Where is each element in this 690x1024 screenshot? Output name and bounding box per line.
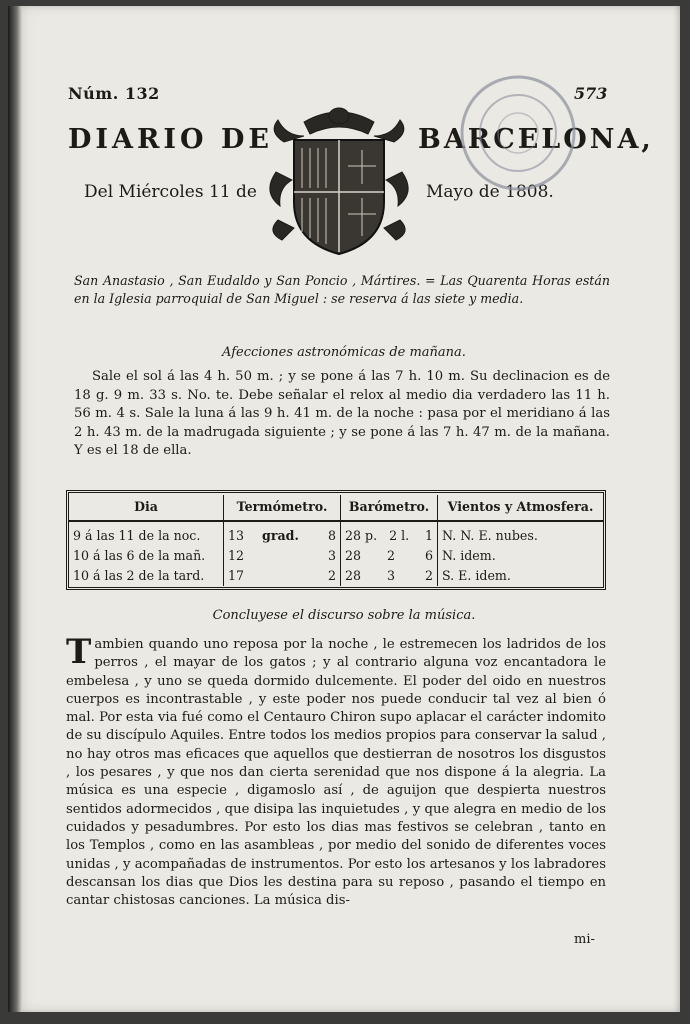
- col-header-dia: Dia: [69, 495, 224, 521]
- baro-fraction: 2: [424, 568, 433, 583]
- thermo-fraction: 8: [327, 528, 336, 543]
- baro-inches: 28: [345, 548, 362, 563]
- table-row: [69, 566, 603, 586]
- table-row: [69, 521, 603, 546]
- astronomy-text: Sale el sol á las 4 h. 50 m. ; y se pone á las 7 h. 10 m. Su declinacion es de 18 g. 9 m. 33 s. No. te. Debe señalar el relox al medio dia verdadero las 11 h. 56 m. 4 s. Sale la luna á las 9 h. 41 m. de la noche : pasa por el meridiano á las 2 h. 43 m. de la madrugada siguiente ; y se pone á las 7 h. 47 m. de la mañana. Y es el 18 de ella.: [74, 369, 610, 458]
- masthead-title-left: DIARIO DE: [68, 124, 273, 155]
- binding-gutter: [8, 6, 22, 1012]
- baro-fraction: 1: [424, 528, 433, 543]
- library-stamp-icon: [453, 68, 583, 198]
- cell-dia: 10 á las 2 de la tard.: [69, 566, 224, 586]
- cell-barometer: [341, 566, 438, 586]
- cell-thermometer: [224, 546, 341, 566]
- baro-lines: 3: [387, 568, 396, 583]
- col-header-thermometer: Termómetro.: [224, 495, 341, 521]
- date-line-right: Mayo de 1808.: [426, 182, 554, 202]
- date-line-left: Del Miércoles 11 de: [84, 182, 257, 202]
- essay-heading: Concluyese el discurso sobre la música.: [212, 608, 476, 623]
- weather-table: [66, 490, 606, 590]
- cell-thermometer: [224, 521, 341, 546]
- drop-cap: T: [66, 632, 92, 672]
- issue-number: Núm. 132: [68, 84, 160, 103]
- thermo-unit: grad.: [262, 528, 299, 543]
- cell-dia: 9 á las 11 de la noc.: [69, 521, 224, 546]
- thermo-fraction: 3: [327, 548, 336, 563]
- astronomy-heading: Afecciones astronómicas de mañana.: [222, 345, 466, 360]
- coat-of-arms-icon: [264, 102, 414, 262]
- cell-winds: N. idem.: [442, 548, 496, 563]
- catchword: mi-: [574, 932, 595, 947]
- cell-winds: N. N. E. nubes.: [442, 528, 538, 543]
- newspaper-page: [8, 6, 680, 1012]
- essay-text: [66, 632, 606, 910]
- baro-lines: 2: [387, 548, 396, 563]
- baro-inches: 28: [345, 568, 362, 583]
- thermo-value: 13: [228, 528, 245, 543]
- page-number: 573: [574, 84, 608, 103]
- cell-dia: 10 á las 6 de la mañ.: [69, 546, 224, 566]
- saints-notice: San Anastasio , San Eudaldo y San Poncio , Mártires. = Las Quarenta Horas están en la Iglesia parroquial de San Miguel : se reserva á las siete y media.: [74, 273, 610, 306]
- table-row: [69, 546, 603, 566]
- baro-fraction: 6: [424, 548, 433, 563]
- cell-barometer: [341, 546, 438, 566]
- col-header-winds: Vientos y Atmosfera.: [438, 495, 604, 521]
- thermo-value: 17: [228, 568, 245, 583]
- cell-barometer: [341, 521, 438, 546]
- baro-inches: 28 p.: [345, 528, 378, 543]
- baro-lines: 2 l.: [389, 528, 410, 543]
- thermo-fraction: 2: [327, 568, 336, 583]
- col-header-barometer: Barómetro.: [341, 495, 438, 521]
- cell-winds: S. E. idem.: [442, 568, 511, 583]
- masthead-title-right: BARCELONA,: [418, 124, 654, 155]
- essay-body: ambien quando uno reposa por la noche , le estremecen los ladridos de los perros , el mayar de los gatos ; y al contrario alguna voz encantadora le embelesa , y uno se queda dormido dulcemente. El poder del oido en nuestros cuerpos es incontrastable , y este poder nos puede conducir tal vez al bien ó mal. Por esta via fué como el Centauro Chiron supo aplacar el carácter indomito de su discípulo Aquiles. Entre todos los medios propios para conservar la salud , no hay otros mas eficaces que aquellos que destierran de nosotros los disgustos , los pesares , y que nos dan cierta serenidad que nos dispone á la alegria. La música es una especie , digamoslo así , de aguijon que despierta nuestros sentidos adormecidos , que disipa las inquietudes , y que alegra en medio de los cuidados y pesadumbres. Por esto los dias mas festivos se celebran , tanto en los Templos , como en las asambleas , por medio del sonido de diferentes voces unidas , y acompañadas de instrumentos. Por esto los artesanos y los labradores descansan los dias que Dios les destina para su reposo , pasando el tiempo en cantar chistosas canciones. La música dis-: [66, 637, 606, 909]
- thermo-value: 12: [228, 548, 245, 563]
- cell-thermometer: [224, 566, 341, 586]
